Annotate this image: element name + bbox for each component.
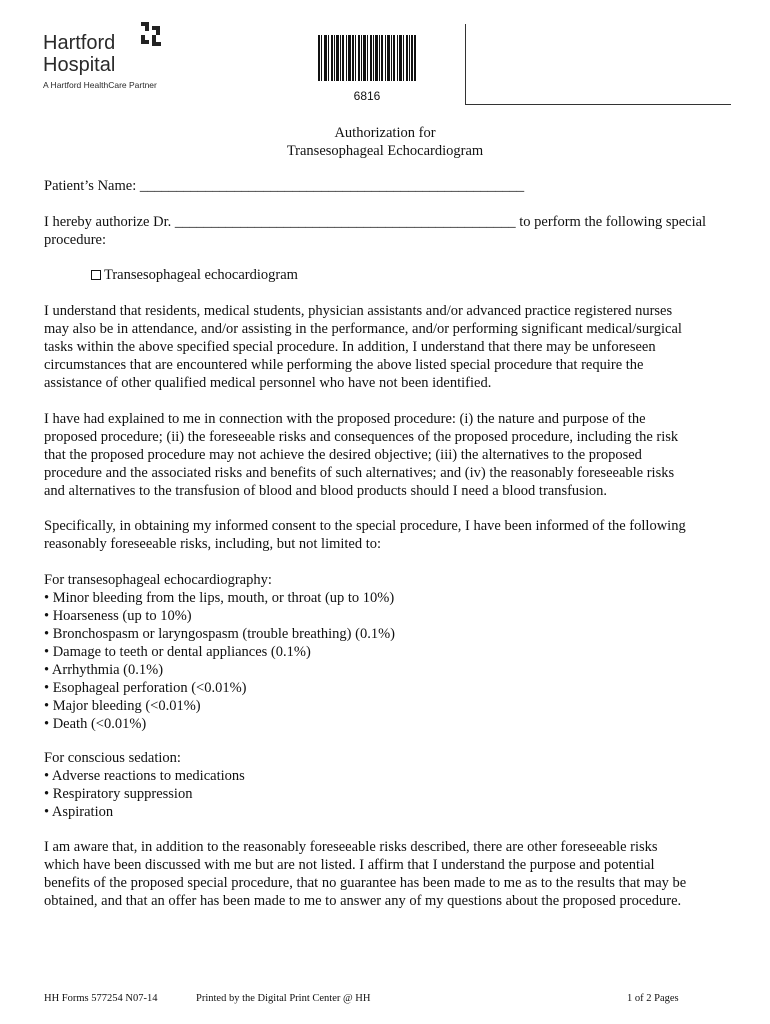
form-title-line1: Authorization for	[334, 125, 436, 141]
text-line: proposed procedure; (ii) the foreseeable risks and consequences of the proposed procedure, including the risk	[44, 429, 679, 445]
closing-paragraph	[44, 838, 734, 910]
sedation-risks-list	[44, 749, 734, 821]
text-line: and alternatives to the transfusion of blood and blood products should I need a blood transfusion.	[44, 483, 607, 499]
list-item: • Minor bleeding from the lips, mouth, or throat (up to 10%)	[44, 590, 395, 606]
text-line: reasonably foreseeable risks, including, but not limited to:	[44, 536, 382, 552]
patient-name-label: Patient’s Name:	[44, 178, 137, 194]
form-title-line2: Transesophageal Echocardiogram	[286, 143, 484, 159]
authorize-continuation: procedure:	[44, 232, 106, 248]
list-item: • Damage to teeth or dental appliances (0.1%)	[44, 644, 311, 660]
procedure-option-label: Transesophageal echocardiogram	[104, 267, 298, 283]
footer-form-id: HH Forms 577254 N07-14	[44, 993, 158, 1004]
list-item: • Hoarseness (up to 10%)	[44, 608, 192, 624]
text-line: that the proposed procedure may not achieve the desired objective; (iii) the alternatives to the proposed	[44, 447, 642, 463]
text-line: I have had explained to me in connection with the proposed procedure: (i) the nature and purpose of the	[44, 411, 646, 427]
text-line: may also be in attendance, and/or assisting in the performance, and/or performing significant medical/surgical	[44, 321, 682, 337]
authorize-prefix: I hereby authorize Dr.	[44, 214, 172, 230]
consent-risks-intro	[44, 517, 734, 553]
text-line: assistance of other qualified medical personnel who have not been identified.	[44, 375, 492, 391]
list-item: • Bronchospasm or laryngospasm (trouble breathing) (0.1%)	[44, 626, 395, 642]
hospital-logo	[43, 22, 183, 92]
barcode-number: 6816	[353, 89, 381, 103]
tee-risks-heading: For transesophageal echocardiography:	[44, 572, 272, 588]
footer-printed-by: Printed by the Digital Print Center @ HH	[196, 993, 371, 1004]
authorize-row	[44, 213, 734, 231]
text-line: procedure and the associated risks and benefits of such alternatives; and (iv) the reasonably foreseeable risks	[44, 465, 675, 481]
logo-tagline: A Hartford HealthCare Partner	[43, 80, 157, 90]
authorize-suffix: to perform the following special	[519, 214, 707, 230]
text-line: I am aware that, in addition to the reasonably foreseeable risks described, there are other foreseeable risks	[44, 839, 658, 855]
list-item: • Esophageal perforation (<0.01%)	[44, 680, 247, 696]
list-item: • Major bleeding (<0.01%)	[44, 698, 201, 714]
authorize-statement	[44, 213, 734, 249]
text-line: I understand that residents, medical students, physician assistants and/or advanced practice registered nurses	[44, 303, 673, 319]
logo-mark-icon	[140, 22, 162, 48]
barcode	[318, 35, 416, 81]
text-line: benefits of the proposed special procedure, that no guarantee has been made to me as to the results that may be	[44, 875, 687, 891]
text-line: tasks within the above specified special procedure. In addition, I understand that there may be unforeseen	[44, 339, 656, 355]
text-line: circumstances that are encountered while performing the above listed special procedure that require the	[44, 357, 644, 373]
sedation-risks-heading: For conscious sedation:	[44, 750, 181, 766]
list-item: • Adverse reactions to medications	[44, 768, 245, 784]
label-box-vertical-rule	[465, 24, 466, 104]
procedure-option	[91, 266, 491, 284]
list-item: • Arrhythmia (0.1%)	[44, 662, 164, 678]
physician-name-field[interactable]: _______________________________________________	[174, 214, 516, 230]
list-item: • Aspiration	[44, 804, 114, 820]
text-line: which have been discussed with me but are not listed. I affirm that I understand the purpose and potential	[44, 857, 655, 873]
patient-name-field[interactable]: _____________________________________________________	[139, 178, 525, 194]
text-line: obtained, and that an offer has been made to me to answer any of my questions about the proposed procedure.	[44, 893, 682, 909]
text-line: Specifically, in obtaining my informed consent to the special procedure, I have been informed of the following	[44, 518, 686, 534]
staff-attendance-paragraph	[44, 302, 734, 392]
label-box-horizontal-rule	[465, 104, 731, 105]
procedure-checkbox[interactable]	[91, 270, 101, 280]
logo-text-line1: Hartford	[43, 32, 116, 54]
logo-text-line2: Hospital	[43, 54, 116, 76]
patient-name-row	[44, 177, 734, 195]
explanation-paragraph	[44, 410, 734, 500]
tee-risks-list	[44, 571, 734, 733]
footer-page-count: 1 of 2 Pages	[627, 993, 679, 1004]
list-item: • Respiratory suppression	[44, 786, 193, 802]
form-title	[0, 124, 770, 160]
list-item: • Death (<0.01%)	[44, 716, 147, 732]
